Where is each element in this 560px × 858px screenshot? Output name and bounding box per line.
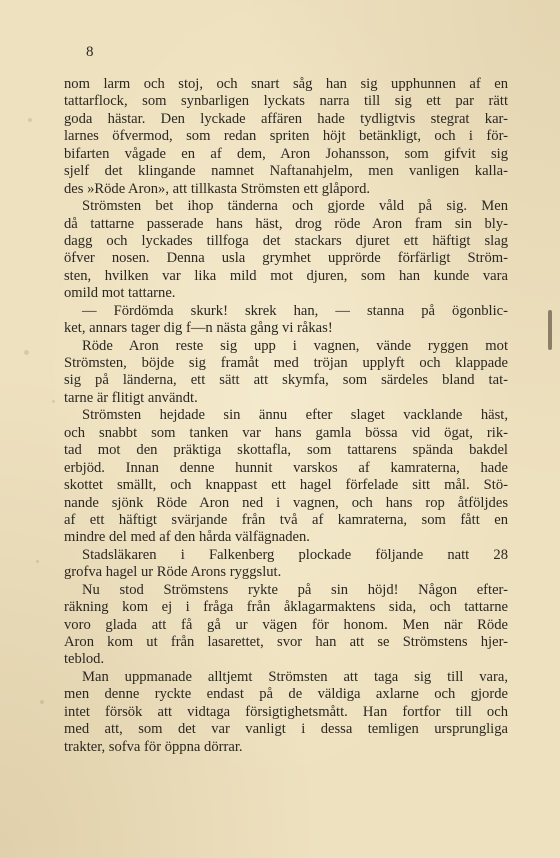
text-line: nom larm och stoj, och snart såg han sig upphunnen af en: [64, 76, 508, 92]
text-line: tad mot den präktiga skottafla, som tattarens spända bakdel: [64, 442, 508, 459]
text-line: des »Röde Aron», att tillkasta Strömsten ett glåpord.: [64, 180, 371, 197]
paper-stain: [36, 560, 39, 563]
text-line: Strömsten, böjde sig framåt med tröjan upplyft och klappade: [64, 355, 508, 371]
text-line: sjelf det klingande namnet Naftanahjelm, men vanligen kalla-: [64, 163, 508, 180]
text-line: — Fördömda skurk! skrek han, — stanna på ögonblic-: [82, 302, 508, 319]
text-line: Strömsten bet ihop tänderna och gjorde våld på sig. Men: [82, 198, 508, 215]
text-line: larnes öfvermod, som redan spriten höjt betänkligt, och i för-: [64, 128, 508, 145]
paper-stain: [40, 700, 44, 704]
text-line: dagg och lyckades tillfoga det stackars djuret ett häftigt slag: [64, 232, 508, 249]
paper-stain: [52, 400, 55, 403]
text-line: då tattarne passerade hans häst, drog röde Aron fram sin bly-: [64, 215, 508, 232]
text-line: goda hästar. Den lyckade affären hade tydligtvis stegrat kar-: [64, 110, 508, 127]
text-line: nande sjönk Röde Aron ned i vagnen, och hans rop åtföljdes: [64, 494, 508, 511]
text-line: sten, hvilken var lika mild mot djuren, som han kunde vara: [64, 267, 508, 284]
text-line: grofva hagel ur Röde Arons ryggslut.: [64, 564, 282, 581]
text-line: räkning kom ej i fråga från åklagarmaktens sida, och tattarne: [64, 599, 508, 616]
paper-stain: [28, 118, 32, 122]
text-line: men denne ryckte endast på de väldiga axlarne och gjorde: [64, 686, 508, 703]
page-number: 8: [86, 44, 94, 60]
text-line: Strömsten hejdade sin ännu efter slaget vacklande häst,: [82, 407, 508, 424]
text-line: erbjöd. Innan denne hunnit varskos af kamraterna, hade: [64, 459, 508, 476]
paper-stain: [24, 350, 29, 355]
text-line: Nu stod Strömstens rykte på sin höjd! Någon efter-: [82, 581, 508, 598]
text-line: Aron kom ut från lasarettet, svor han att se Strömstens hjer-: [64, 634, 508, 650]
text-line: sig på länderna, ett sätt att skymfa, som särdeles bland tat-: [64, 372, 508, 389]
text-line: tarne är flitigt användt.: [64, 389, 198, 406]
text-line: Man uppmanade alltjemt Strömsten att taga sig till vara,: [82, 668, 508, 685]
text-line: tattarflock, som synbarligen lyckats narra till sig ett par rätt: [64, 93, 508, 110]
text-line: bifarten vågade en af dem, Aron Johansson, som gifvit sig: [64, 145, 508, 162]
text-line: skottet smällt, och knappast ett hagel förfelade sitt mål. Stö-: [64, 477, 508, 494]
body-text: [64, 76, 508, 756]
text-line: af ett häftigt svärjande från två af kamraterna, som fått en: [64, 511, 508, 528]
text-line: teblod.: [64, 651, 105, 668]
text-line: Röde Aron reste sig upp i vagnen, vände ryggen mot: [82, 337, 508, 354]
text-line: ket, annars tager dig f—n nästa gång vi råkas!: [64, 320, 333, 337]
text-line: Stadsläkaren i Falkenberg plockade följande natt 28: [82, 546, 508, 563]
text-line: mindre del med af den hårda välfägnaden.: [64, 529, 310, 546]
binding-shadow: [548, 310, 552, 350]
text-line: trakter, sofva för öppna dörrar.: [64, 738, 243, 755]
text-line: med att, som det var vanligt i dessa temligen ursprungliga: [64, 721, 508, 738]
text-line: omild mot tattarne.: [64, 285, 176, 302]
text-line: voro glada att få gå ur vägen för honom. Men när Röde: [64, 616, 508, 633]
text-line: öfver nosen. Denna usla grymhet upprörde förfärligt Ström-: [64, 250, 508, 267]
text-line: intet försök att vidtaga försigtighetsmått. Han fortfor till och: [64, 703, 508, 720]
text-line: och snabbt som tanken var hans gamla bössa vid ögat, rik-: [64, 424, 508, 441]
